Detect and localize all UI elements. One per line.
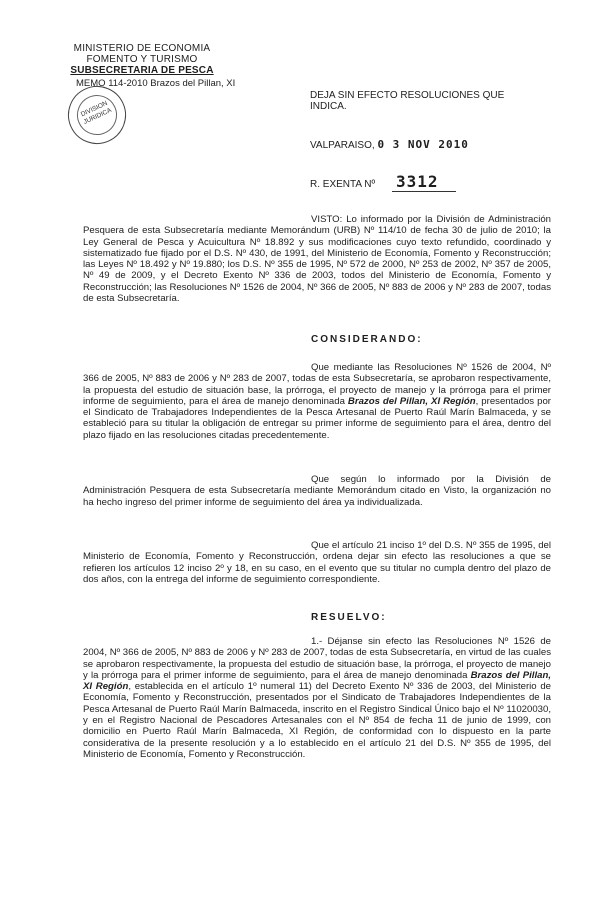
subject-block: [310, 90, 540, 112]
subsecretaria-name: SUBSECRETARIA DE PESCA: [70, 65, 214, 76]
considerando-p3-text: Que el artículo 21 inciso 1º del D.S. Nº 355 de 1995, del Ministerio de Economía, Fomento y Reconstrucción, ordena dejar sin efecto las resoluciones a que se refieren los artículos 12 inciso 2º y 18, en su caso, en el evento que su titular no cumpla dentro del plazo de dos años, con la entrega del informe de seguimiento correspondiente.: [83, 540, 551, 585]
stamp-text: DIVISION JURIDICA: [79, 99, 113, 126]
exenta-label: R. EXENTA Nº: [310, 179, 376, 190]
considerando-paragraph-1: [83, 362, 551, 441]
considerando-p2-text: Que según lo informado por la División de Administración Pesquera de esta Subsecretaría mediante Memorándum citado en Visto, la organización no ha hecho ingreso del primer informe de seguimiento del área ya individualizada.: [83, 474, 551, 508]
resuelvo-p1-text-a: 1.- Déjanse sin efecto las Resoluciones Nº 1526 de 2004, Nº 366 de 2005, Nº 883 de 2006 y Nº 283 de 2007, todas de esta Subsecretaría, en virtud de las cuales se aprobaron respectivamente, la propuesta del estudio de situación base, la prórroga, el proyecto de manejo y la prórroga para el primer informe de seguimiento, para el área de manejo denominada: [83, 636, 551, 681]
considerando-paragraph-2: [83, 474, 551, 508]
place-date: [310, 139, 469, 151]
considerando-paragraph-3: [83, 540, 551, 585]
date-stamp: 0 3 NOV 2010: [377, 138, 469, 151]
visto-text: Lo informado por la División de Administración Pesquera de esta Subsecretaría mediante Memorándum (URB) Nº 114/10 de fecha 30 de julio de 2010; la Ley General de Pesca y Acuicultura Nº 18.892 y sus modificaciones cuyo texto refundido, coordinado y sistematizado fue fijado por el D.S. Nº 430, de 1991, del Ministerio de Economía, Fomento y Reconstrucción; las Leyes Nº 18.492 y Nº 19.880; los D.S. Nº 355 de 1995, Nº 572 de 2000, Nº 253 de 2002, Nº 357 de 2005, Nº 49 de 2009, y el Decreto Exento Nº 336 de 2003, todos del Ministerio de Economía, Fomento y Reconstrucción; las Resoluciones Nº 1526 de 2004, Nº 366 de 2005, Nº 883 de 2006 y Nº 283 de 2007, todas de esta Subsecretaría.: [83, 214, 551, 305]
subject-line-2: INDICA.: [310, 101, 347, 112]
exenta-line: [310, 172, 456, 191]
resuelvo-paragraph-1: [83, 636, 551, 760]
exenta-number: 3312: [392, 172, 457, 192]
subject-line-1: DEJA SIN EFECTO RESOLUCIONES QUE: [310, 90, 505, 101]
ministry-subtitle: FOMENTO Y TURISMO: [86, 54, 198, 65]
considerando-p1-text-b: , presentados por el Sindicato de Trabajadores Independientes de la Pesca Artesanal de Puerto Raúl Marín Balmaceda, y se estableció para su titular la obligación de entregar su primer informe de seguimiento para el área, dentro del plazo fijado en las resoluciones citadas precedentemente.: [83, 395, 551, 441]
resuelvo-p1-text-b: , establecida en el artículo 1º numeral 11) del Decreto Exento Nº 336 de 2003, del Ministerio de Economía, Fomento y Reconstrucción, presentados por el Sindicato de Trabajadores Independientes de la Pesca Artesanal de Puerto Raúl Marín Balmaceda, inscrito en el Registro Sindical Único bajo el Nº 11020030, y en el Registro Nacional de Pescadores Artesanales con el Nº 854 de fecha 11 de junio de 1999, con domicilio en Puerto Raúl Marín Balmaceda, XI Región, de conformidad con lo dispuesto en la parte considerativa de la presente resolución y a lo establecido en el artículo 21 del D.S. Nº 355 de 1995, del Ministerio de Economía, Fomento y Reconstrucción.: [83, 681, 552, 760]
considerando-p1-text-a: Que mediante las Resoluciones Nº 1526 de 2004, Nº 366 de 2005, Nº 883 de 2006 y Nº 283 de 2007, todas de esta Subsecretaría, se aprobaron respectivamente, la propuesta del estudio de situación base, la prórroga, el proyecto de manejo y la prórroga para el primer informe de seguimiento, para el área de manejo denominada: [83, 362, 551, 407]
ministry-name: MINISTERIO DE ECONOMIA: [73, 43, 211, 54]
visto-section: [83, 214, 551, 304]
place: VALPARAISO,: [310, 140, 375, 151]
ministry-header: [52, 43, 232, 76]
memo-reference: MEMO 114-2010 Brazos del Pillan, XI: [76, 78, 236, 89]
resuelvo-area-name: Brazos del Pillan, XI Región: [83, 669, 551, 693]
area-name: Brazos del Pillan, XI Región: [347, 395, 476, 407]
resuelvo-heading: RESUELVO:: [311, 612, 387, 623]
visto-label: VISTO:: [311, 214, 343, 225]
considerando-heading: CONSIDERANDO:: [311, 334, 423, 345]
